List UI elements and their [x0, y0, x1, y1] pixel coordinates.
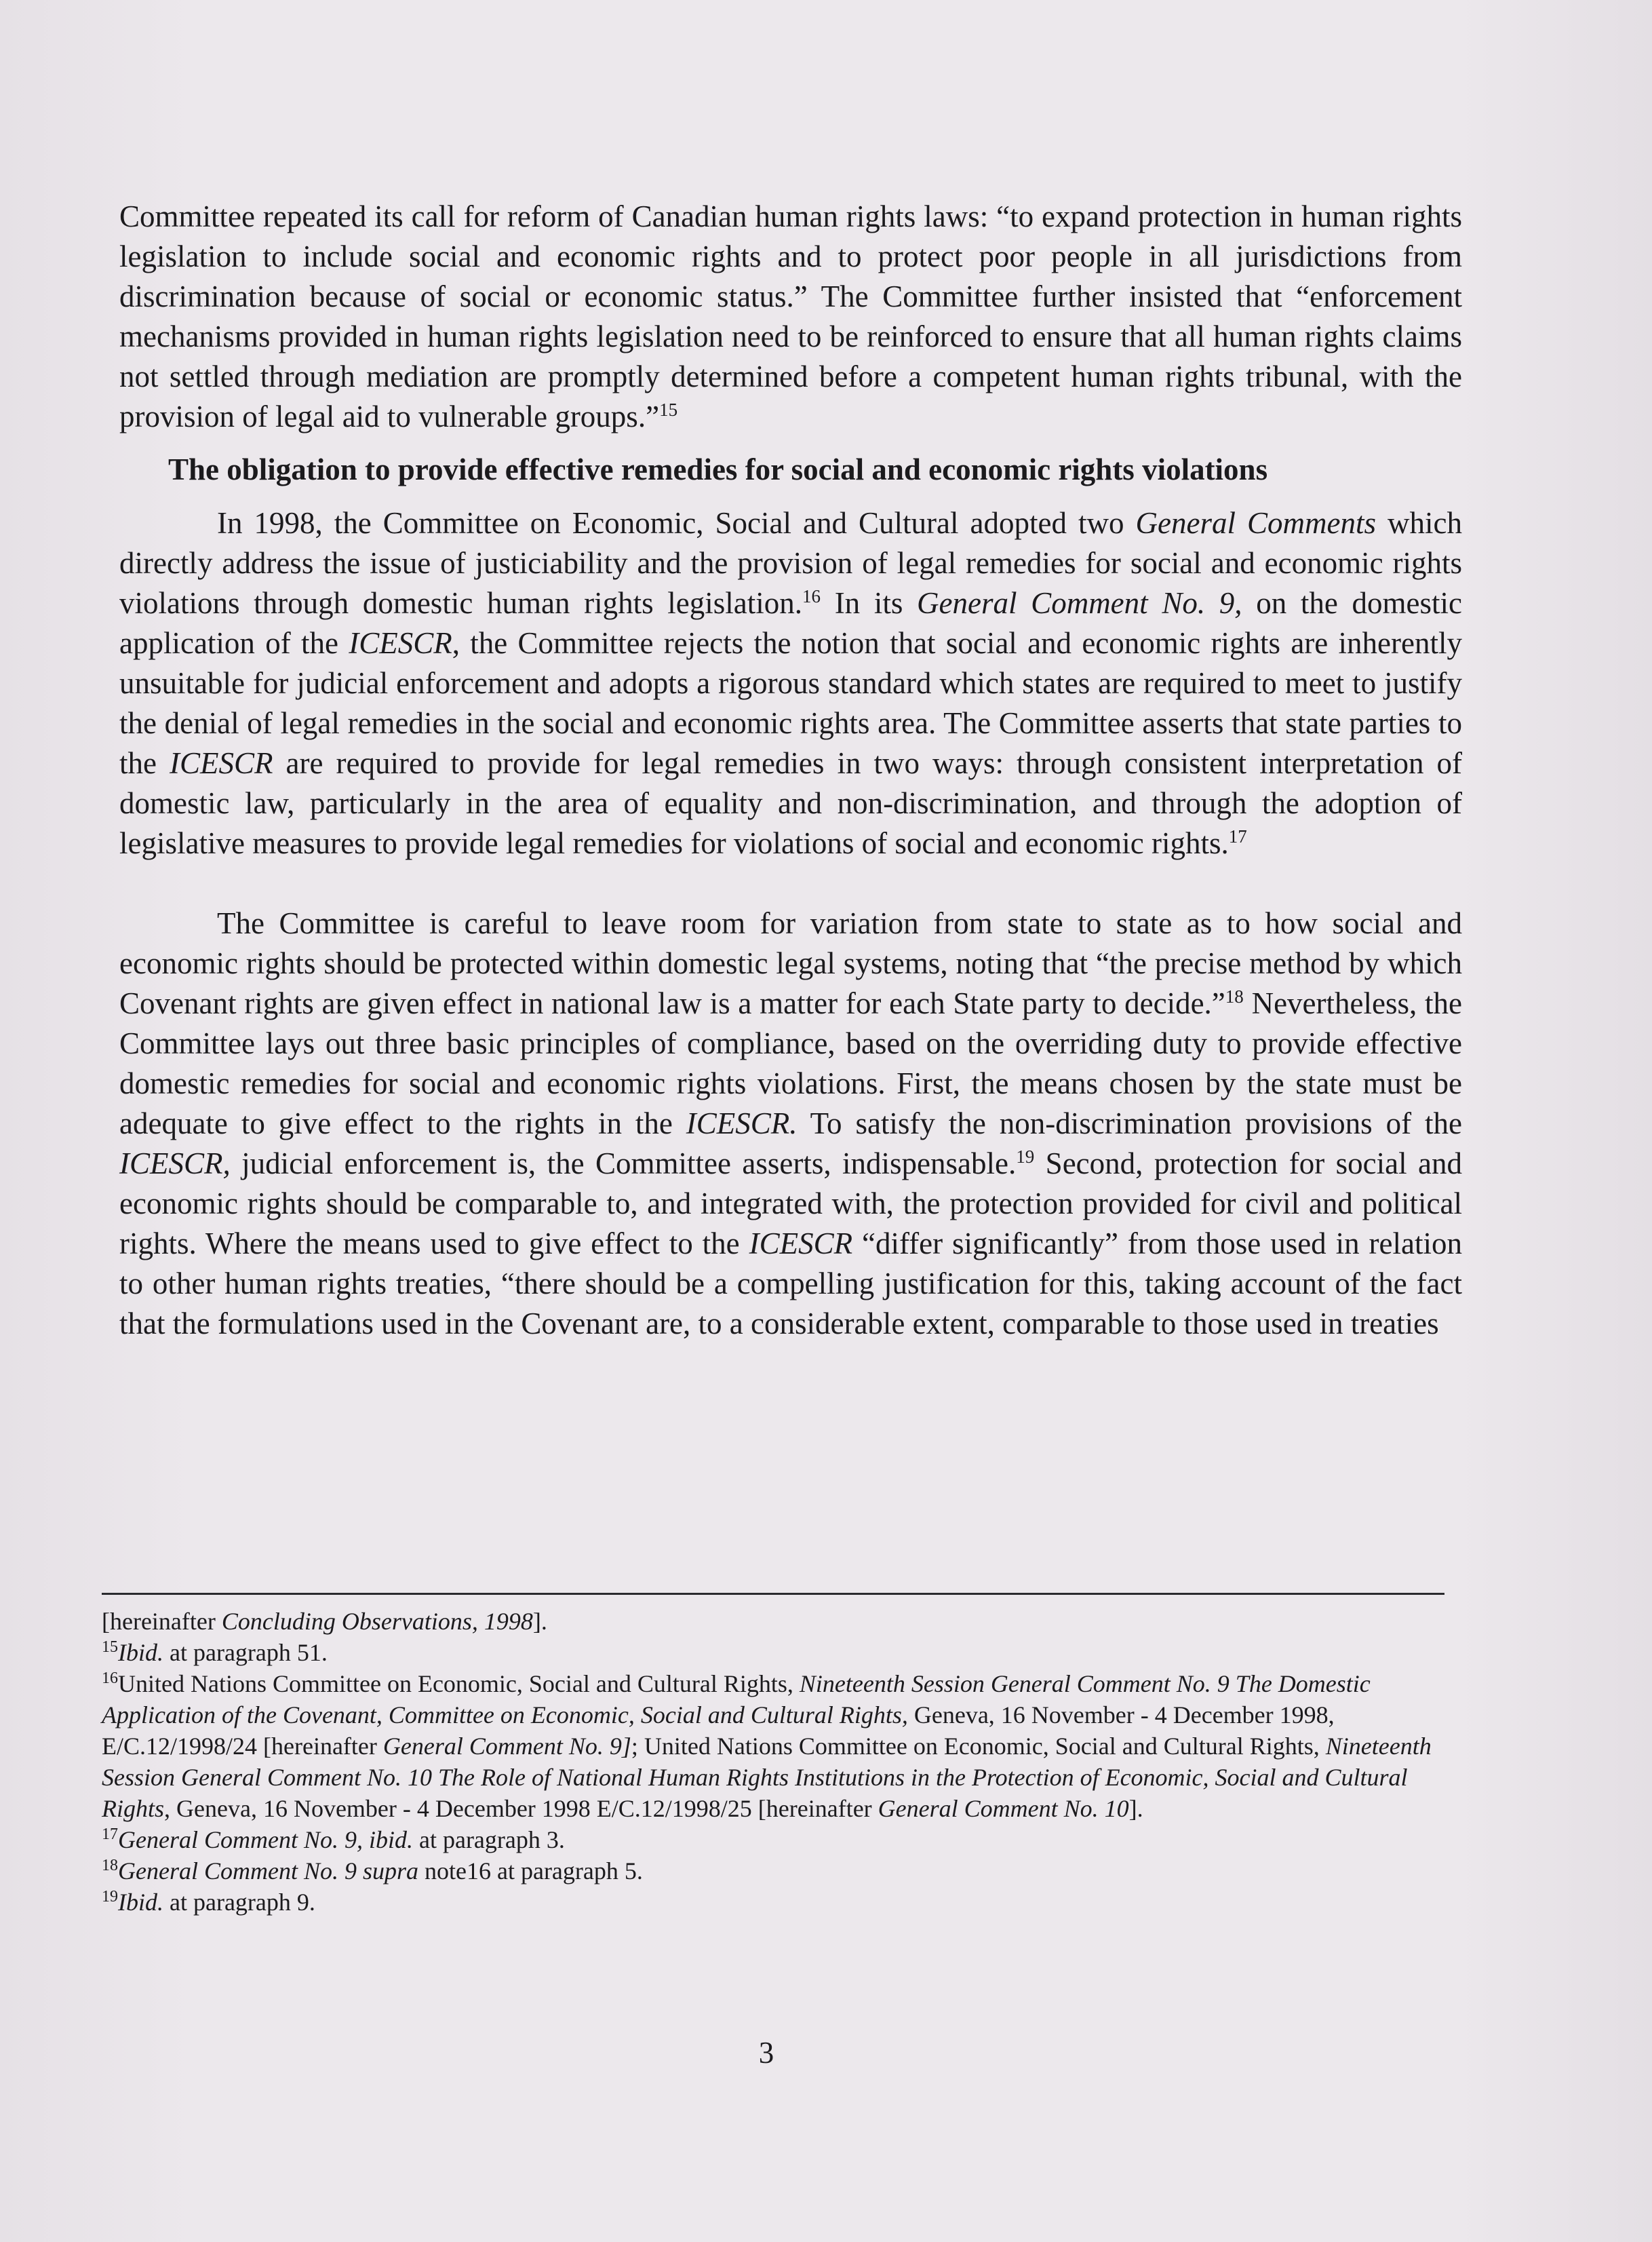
text-run: on the domestic application of the — [119, 586, 1462, 660]
text-run: ]. — [532, 1608, 547, 1635]
text-run: at paragraph 9. — [163, 1889, 315, 1916]
text-run: In its — [821, 586, 918, 620]
italic-run: General Comment No. 9, ibid. — [118, 1826, 413, 1853]
page-number: 3 — [758, 2036, 774, 2070]
text-run: Nevertheless, the Committee lays out three basic principles of compliance, based on the overriding duty to provide effective domestic remedies for social and economic rights violations. First, the means chosen by the state must be adequate to give effect to the rights in the — [119, 986, 1462, 1140]
text-run: , the Committee rejects the notion that social and economic rights are inherently unsuitable for judicial enforcement and adopts a rigorous standard which states are required to meet to justify the denial of legal remedies in the social and economic rights area. The Committee asserts that state parties to the — [119, 626, 1462, 780]
text-run: Second, protection for social and economic rights should be comparable to, and integrated with, the protection provided for civil and political rights. Where the means used to give effect to the — [119, 1146, 1462, 1260]
italic-run: Nineteenth Session General Comment No. 10 The Role of National Human Rights Institutions in the Protection of Economic, Social and Cultural Rights — [102, 1733, 1432, 1822]
footnote-number: 16 — [102, 1669, 118, 1687]
footnote-ref: 18 — [1225, 986, 1244, 1007]
text-run: judicial enforcement is, the Committee asserts, indispensable. — [230, 1146, 1017, 1180]
paragraph-principles-of-compliance — [119, 904, 1462, 1344]
footnote-19 — [102, 1887, 1444, 1918]
footnote-continued — [102, 1606, 1444, 1637]
italic-run: ICESCR — [349, 626, 452, 660]
paragraph-general-comments — [119, 503, 1462, 864]
footnote-16 — [102, 1668, 1444, 1824]
text-run: In 1998, the Committee on Economic, Social and Cultural adopted two — [217, 506, 1136, 540]
italic-run: Ibid. — [118, 1889, 163, 1916]
text-run: which directly address the issue of justiciability and the provision of legal remedies for social and economic rights violations through domestic human rights legislation. — [119, 506, 1462, 620]
italic-run: Nineteenth Session General Comment No. 9 The Domestic Application of the Covenant, Committee on Economic, Social and Cultural Rights, — [102, 1670, 1371, 1728]
footnote-number: 18 — [102, 1857, 118, 1874]
footnote-number: 15 — [102, 1638, 118, 1656]
body-text — [119, 197, 1462, 1344]
italic-run: General Comment No. 9 supra — [118, 1857, 418, 1885]
text-run: United Nations Committee on Economic, Social and Cultural Rights, — [118, 1670, 800, 1697]
italic-run: ICESCR, — [119, 1146, 231, 1180]
footnote-18 — [102, 1855, 1444, 1887]
italic-run: ICESCR — [749, 1226, 853, 1260]
footnote-separator — [102, 1593, 1444, 1595]
italic-run: Ibid. — [118, 1639, 163, 1666]
text-run: note16 at paragraph 5. — [418, 1857, 643, 1885]
italic-run: General Comment No. 9] — [382, 1733, 631, 1760]
italic-run: General Comments — [1135, 506, 1376, 540]
text-run: Committee repeated its call for reform of Canadian human rights laws: “to expand protection in human rights legislation to include social and economic rights and to protect poor people in all jurisdictions from discrimination because of social or economic status.” The Committee further insisted that “enforcement mechanisms provided in human rights legislation need to be reinforced to ensure that all human rights claims not settled through mediation are promptly determined before a competent human rights tribunal, with the provision of legal aid to vulnerable groups.” — [119, 199, 1462, 433]
paragraph-gap — [119, 864, 1462, 904]
text-run: ; United Nations Committee on Economic, Social and Cultural Rights, — [631, 1733, 1326, 1760]
section-heading: The obligation to provide effective remedies for social and economic rights violations — [168, 452, 1268, 486]
footnotes — [102, 1593, 1444, 1918]
text-run: “differ significantly” from those used in relation to other human rights treaties, “there should be a compelling justification for this, taking account of the fact that the formulations used in the Covenant are, to a considerable extent, comparable to those used in treaties — [119, 1226, 1462, 1340]
text-run: Geneva, 16 November - 4 December 1998, E/C.12/1998/24 [hereinafter — [102, 1701, 1335, 1760]
text-run: are required to provide for legal remedies in two ways: through consistent interpretation of domestic law, particularly in the area of equality and non-discrimination, and through the adoption of legislative measures to provide legal remedies for violations of social and economic rights. — [119, 746, 1462, 860]
footnote-ref: 19 — [1016, 1146, 1035, 1167]
text-run: The Committee is careful to leave room for variation from state to state as to how social and economic rights should be protected within domestic legal systems, noting that “the precise method by which Covenant rights are given effect in national law is a matter for each State party to decide.” — [119, 906, 1462, 1020]
footnote-ref: 16 — [802, 586, 821, 606]
italic-run: General Comment No. 10 — [878, 1795, 1129, 1822]
text-run: ]. — [1128, 1795, 1143, 1822]
italic-run: General Comment No. 9, — [917, 586, 1242, 620]
footnote-number: 19 — [102, 1888, 118, 1906]
footnote-15 — [102, 1637, 1444, 1668]
text-run: at paragraph 3. — [412, 1826, 565, 1853]
text-run: To satisfy the non-discrimination provisions of the — [797, 1106, 1462, 1140]
footnote-ref: 17 — [1228, 826, 1247, 847]
text-run: at paragraph 51. — [163, 1639, 328, 1666]
footnote-ref: 15 — [659, 400, 678, 420]
italic-run: ICESCR. — [686, 1106, 798, 1140]
text-run: [hereinafter — [102, 1608, 222, 1635]
footnote-17 — [102, 1824, 1444, 1855]
italic-run: ICESCR — [170, 746, 273, 780]
paragraph-concluding-observations — [119, 197, 1462, 437]
text-run: , Geneva, 16 November - 4 December 1998 E/C.12/1998/25 [hereinafter — [164, 1795, 878, 1822]
footnote-number: 17 — [102, 1825, 118, 1843]
italic-run: Concluding Observations, 1998 — [221, 1608, 533, 1635]
